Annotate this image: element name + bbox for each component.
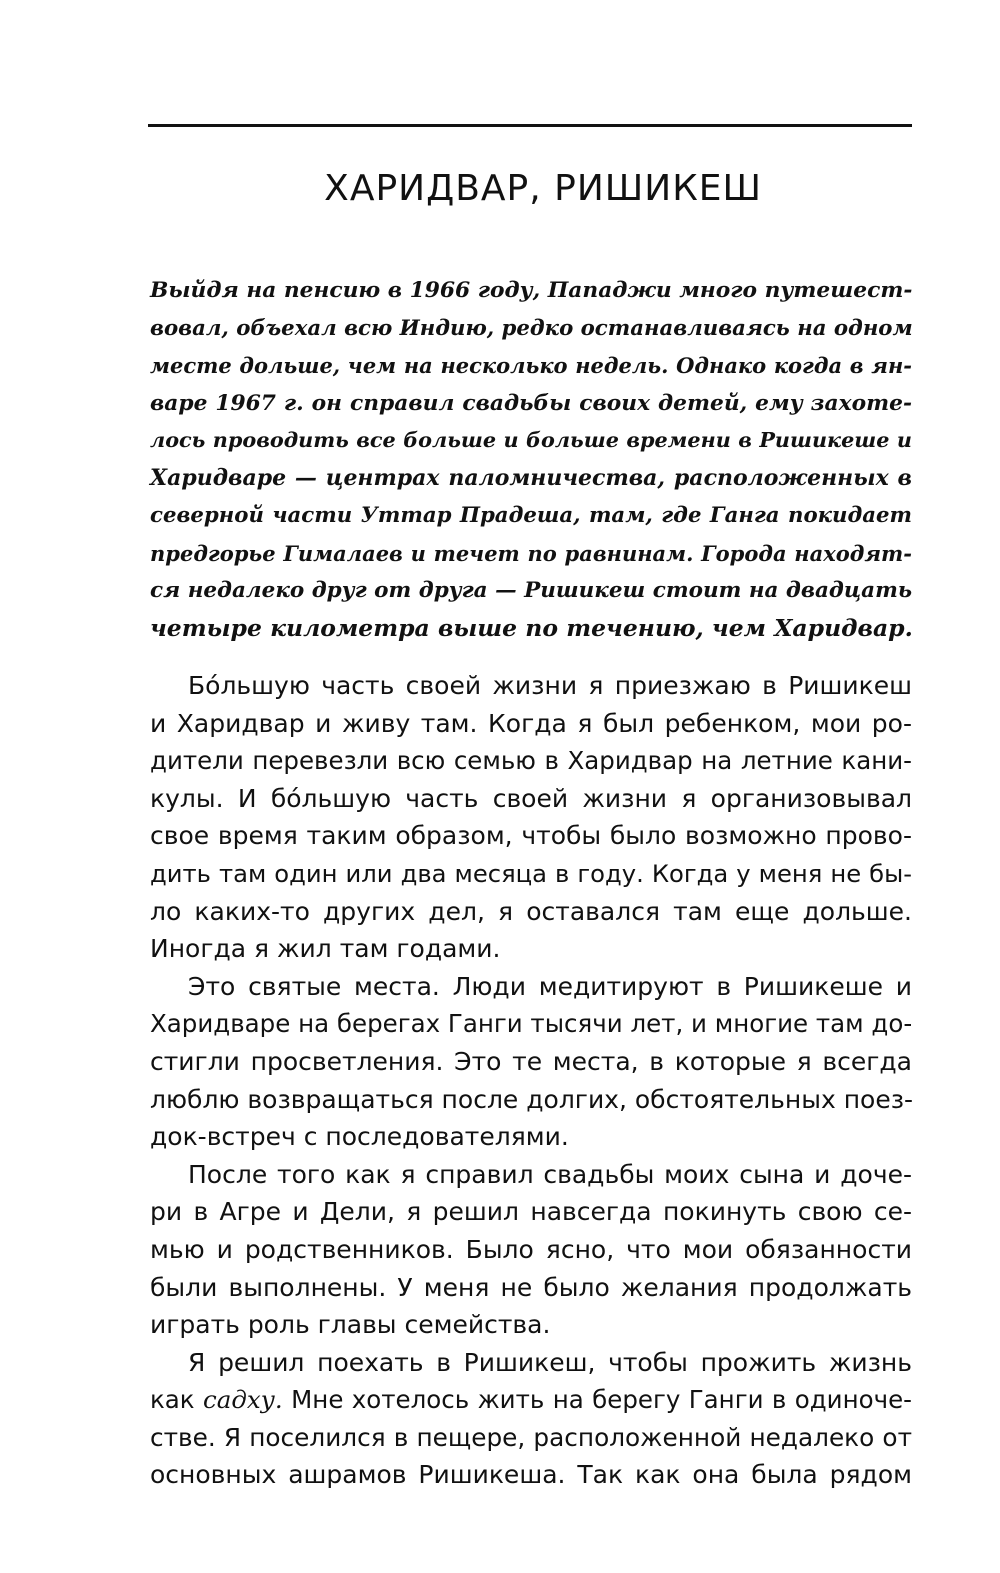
body-line: Я решил поехать в Ришикеш, чтобы прожить жизнь	[188, 1347, 912, 1377]
chapter-top-rule	[148, 124, 912, 127]
body-line: играть роль главы семейства.	[150, 1310, 551, 1340]
body-text-segment: как	[150, 1385, 195, 1415]
intro-line: северной части Уттар Прадеша, там, где Ганга покидает	[150, 503, 912, 528]
intro-line: предгорье Гималаев и течет по равнинам. Города находят-	[150, 540, 912, 566]
intro-line: лось проводить все больше и больше времени в Ришикеше и	[150, 428, 912, 452]
body-line: люблю возвращаться после долгих, обстоятельных поез-	[150, 1084, 914, 1114]
body-line: мью и родственников. Было ясно, что мои обязанности	[150, 1234, 912, 1264]
body-text-segment: Мне хотелось жить на берегу Ганги в одиноче-	[291, 1385, 913, 1415]
body-line: Бо́льшую часть своей жизни я приезжаю в Ришикеш	[188, 671, 912, 700]
body-line: ри в Агре и Дели, я решил навсегда покинуть свою се-	[150, 1197, 912, 1227]
chapter-intro	[150, 272, 912, 647]
intro-line: четыре километра выше по течению, чем Харидвар.	[150, 613, 913, 642]
body-line: дители перевезли всю семью в Харидвар на летние кани-	[150, 746, 912, 776]
body-line: свое время таким образом, чтобы было возможно прово-	[150, 821, 912, 851]
body-line: были выполнены. У меня не было желания продолжать	[150, 1272, 912, 1302]
body-line: док-встреч с последователями.	[150, 1122, 569, 1152]
body-line: стве. Я поселился в пещере, расположенной недалеко от	[150, 1422, 912, 1452]
body-line: кулы. И бо́льшую часть своей жизни я организовывал	[150, 783, 912, 813]
body-line: дить там один или два месяца в году. Когда у меня не бы-	[150, 858, 912, 888]
body-line: ло каких-то других дел, я оставался там еще дольше.	[150, 896, 912, 926]
intro-line: месте дольше, чем на несколько недель. Однако когда в ян-	[150, 353, 912, 378]
intro-line: Харидваре — центрах паломничества, расположенных в	[150, 464, 912, 491]
intro-line: вовал, объехал всю Индию, редко останавливаясь на одном	[150, 315, 913, 341]
intro-line: ся недалеко друг от друга — Ришикеш стоит на двадцать	[150, 578, 912, 603]
chapter-title: ХАРИДВАР, РИШИКЕШ	[324, 168, 762, 209]
body-line: основных ашрамов Ришикеша. Так как она была рядом	[150, 1460, 912, 1490]
body-line: и Харидвар и живу там. Когда я был ребенком, мои ро-	[150, 708, 912, 738]
body-line-mixed	[150, 1381, 912, 1419]
body-line: Харидваре на берегах Ганги тысячи лет, и многие там до-	[150, 1009, 913, 1039]
body-line: Иногда я жил там годами.	[150, 934, 501, 964]
body-line: После того как я справил свадьбы моих сына и доче-	[188, 1159, 912, 1189]
intro-line: Выйдя на пенсию в 1966 году, Пападжи много путешест-	[150, 278, 913, 303]
intro-line: варе 1967 г. он справил свадьбы своих детей, ему захоте-	[150, 390, 912, 416]
body-line: Это святые места. Люди медитируют в Ришикеше и	[188, 971, 912, 1001]
emphasized-word: садху.	[203, 1385, 283, 1415]
body-line: стигли просветления. Это те места, в которые я всегда	[150, 1046, 912, 1076]
chapter-body	[150, 667, 912, 1527]
